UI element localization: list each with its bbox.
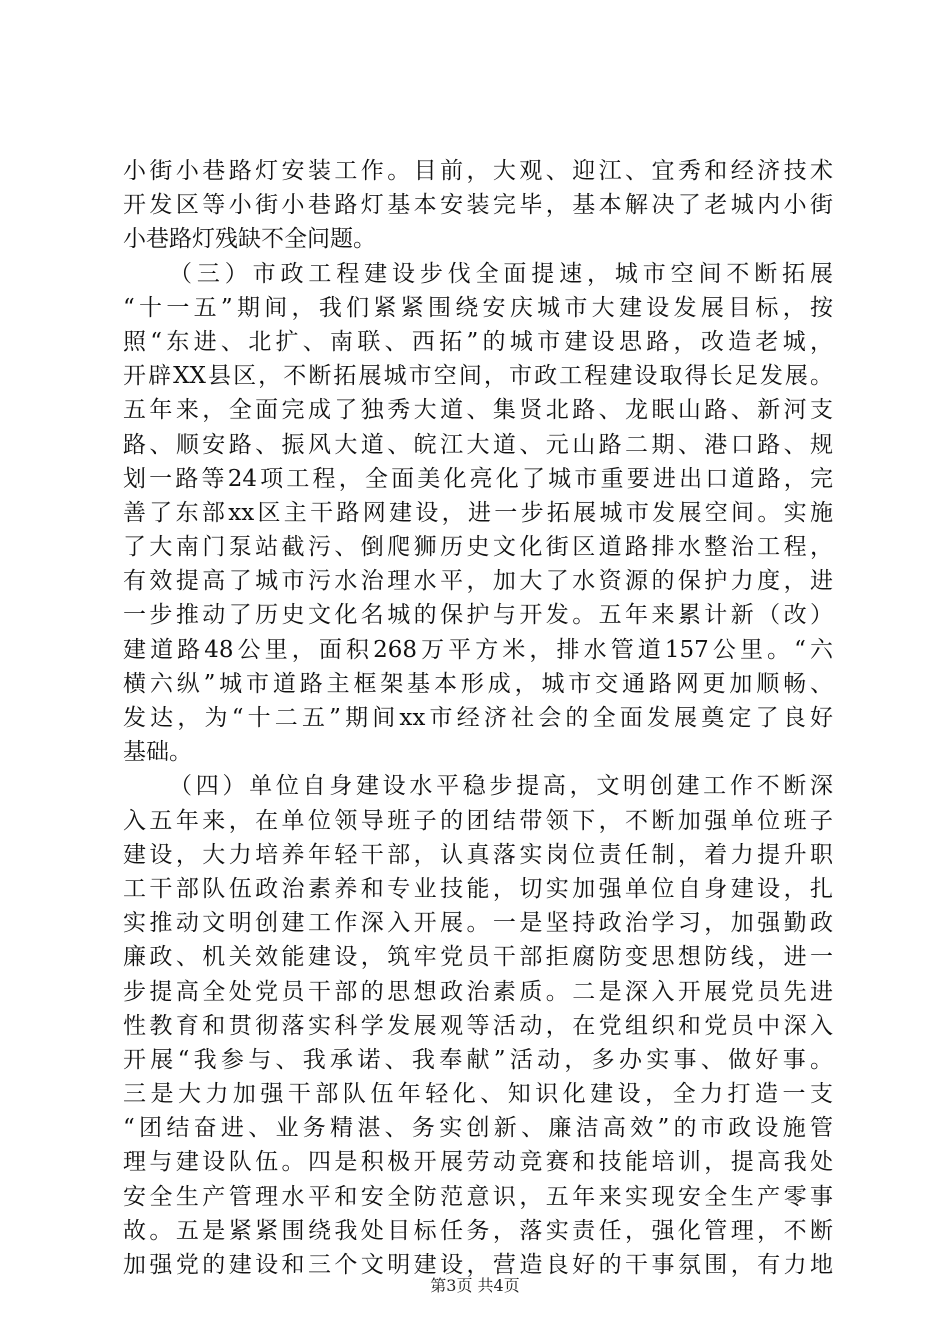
text-line: 开辟XX县区，不断拓展城市空间，市政工程建设取得长足发展。 <box>123 363 833 390</box>
text-line: 横六纵”城市道路主框架基本形成，城市交通路网更加顺畅、 <box>123 670 833 697</box>
text-line: 三是大力加强干部队伍年轻化、知识化建设，全力打造一支 <box>123 1081 833 1108</box>
text-line: 步提高全处党员干部的思想政治素质。二是深入开展党员先进 <box>123 978 833 1005</box>
text-line: 一步推动了历史文化名城的保护与开发。五年来累计新（改） <box>123 602 833 629</box>
text-line: 理与建设队伍。四是积极开展劳动竞赛和技能培训，提高我处 <box>123 1149 833 1176</box>
text-line: 加强党的建设和三个文明建设，营造良好的干事氛围，有力地 <box>123 1252 833 1278</box>
page-footer: 第3页 共4页 <box>430 1276 520 1295</box>
section-heading-three: （三）市政工程建设步伐全面提速，城市空间不断拓展 <box>169 260 833 287</box>
text-line: 入五年来，在单位领导班子的团结带领下，不断加强单位班子 <box>123 807 833 834</box>
text-line: 小街小巷路灯安装工作。目前，大观、迎江、宜秀和经济技术 <box>123 158 833 184</box>
text-line: 小巷路灯残缺不全问题。 <box>123 226 376 253</box>
text-line: 了大南门泵站截污、倒爬狮历史文化街区道路排水整治工程， <box>123 534 833 561</box>
text-line: 开展“我参与、我承诺、我奉献”活动，多办实事、做好事。 <box>123 1046 833 1073</box>
text-line: “团结奋进、业务精湛、务实创新、廉洁高效”的市政设施管 <box>123 1115 833 1142</box>
section-heading-four: （四）单位自身建设水平稳步提高，文明创建工作不断深 <box>169 773 833 800</box>
text-line: 性教育和贯彻落实科学发展观等活动，在党组织和党员中深入 <box>123 1012 833 1039</box>
text-line: 善了东部xx区主干路网建设，进一步拓展城市发展空间。实施 <box>123 499 833 526</box>
text-line: 基础。 <box>123 739 192 766</box>
text-line: 故。五是紧紧围绕我处目标任务，落实责任，强化管理，不断 <box>123 1217 833 1244</box>
text-line: 开发区等小街小巷路灯基本安装完毕，基本解决了老城内小街 <box>123 192 833 219</box>
body-text <box>123 154 833 1282</box>
text-line: 照“东进、北扩、南联、西拓”的城市建设思路，改造老城， <box>123 328 833 355</box>
text-line: 安全生产管理水平和安全防范意识，五年来实现安全生产零事 <box>123 1183 833 1210</box>
text-line: 五年来，全面完成了独秀大道、集贤北路、龙眠山路、新河支 <box>123 397 833 424</box>
text-line: 实推动文明创建工作深入开展。一是坚持政治学习，加强勤政 <box>123 910 833 937</box>
text-line: “十一五”期间，我们紧紧围绕安庆城市大建设发展目标，按 <box>123 294 833 321</box>
text-line: 廉政、机关效能建设，筑牢党员干部拒腐防变思想防线，进一 <box>123 944 833 971</box>
text-line: 建道路48公里，面积268万平方米，排水管道157公里。“六 <box>123 636 833 663</box>
text-line: 路、顺安路、振风大道、皖江大道、元山路二期、港口路、规 <box>123 431 833 458</box>
text-line: 发达，为“十二五”期间xx市经济社会的全面发展奠定了良好 <box>123 705 833 731</box>
text-line: 划一路等24项工程，全面美化亮化了城市重要进出口道路，完 <box>123 465 833 492</box>
text-line: 有效提高了城市污水治理水平，加大了水资源的保护力度，进 <box>123 568 833 595</box>
text-line: 建设，大力培养年轻干部，认真落实岗位责任制，着力提升职 <box>123 841 833 868</box>
text-line: 工干部队伍政治素养和专业技能，切实加强单位自身建设，扎 <box>123 875 833 902</box>
